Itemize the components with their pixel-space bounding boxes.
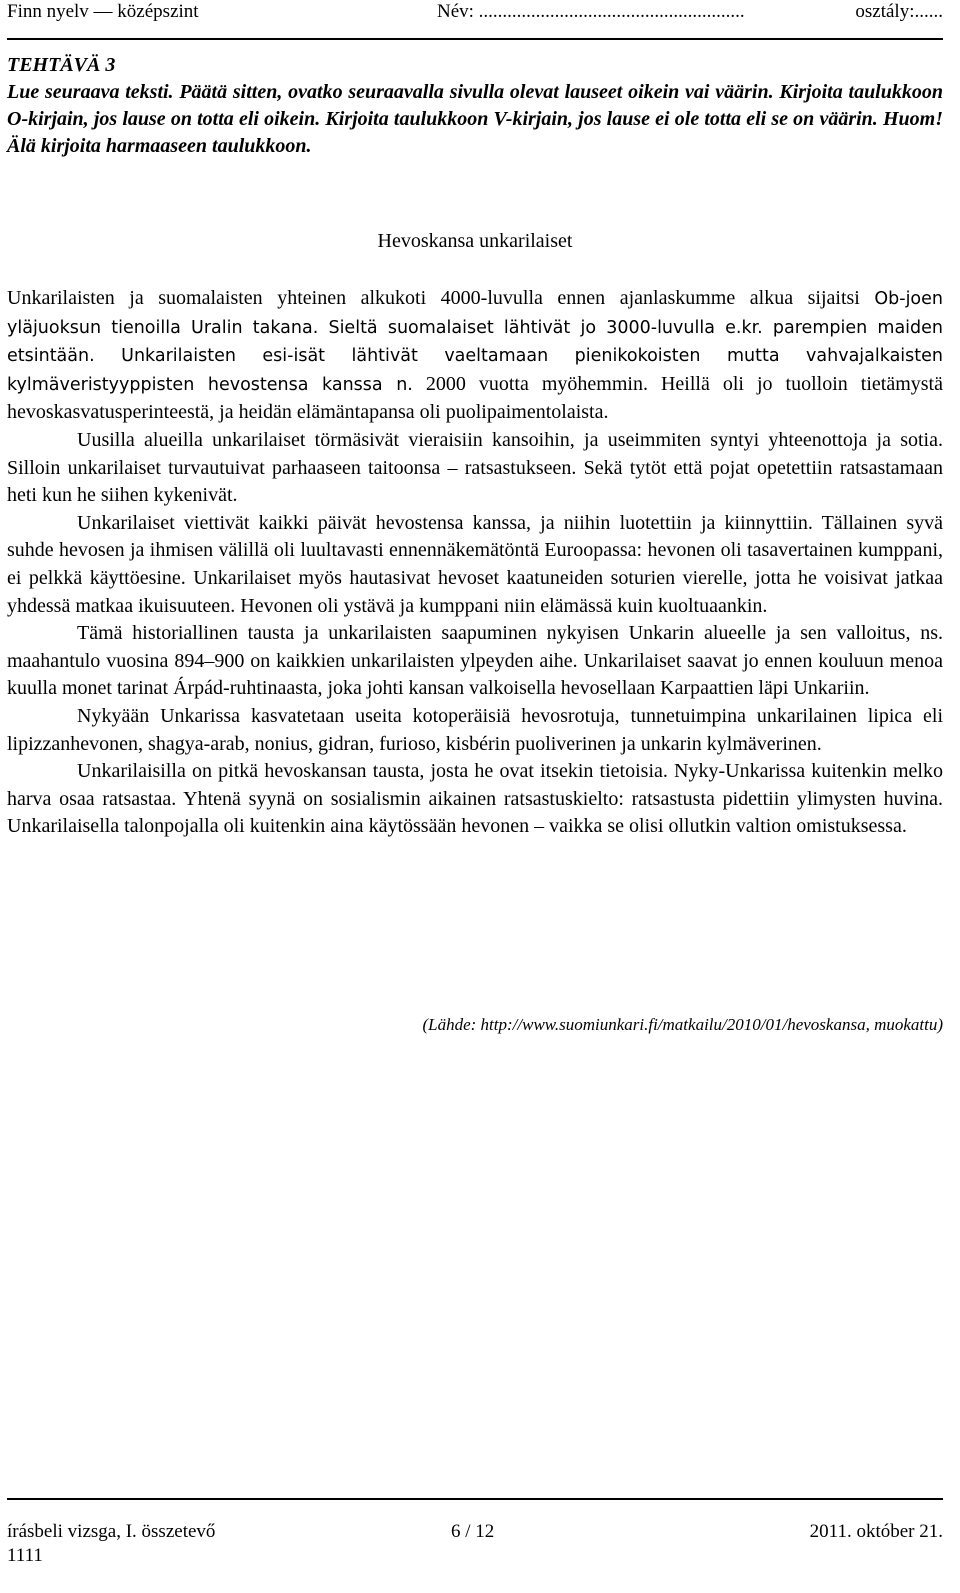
article-paragraph-1	[7, 285, 943, 427]
article-body	[7, 285, 943, 841]
article-paragraph-5: Nykyään Unkarissa kasvatetaan useita kotoperäisiä hevosrotuja, tunnetuimpina unkarilainen lipica eli lipizzanhevonen, shagya-arab, nonius, gidran, furioso, kisbérin puoliverinen ja unkarin kylmäverinen.	[7, 704, 943, 755]
article-title: Hevoskansa unkarilaiset	[377, 230, 573, 252]
footer-divider	[7, 1498, 943, 1500]
article-paragraph-2: Uusilla alueilla unkarilaiset törmäsivät vieraisiin kansoihin, ja useimmiten syntyi yhteenottoja ja sotia. Silloin unkarilaiset turvautuivat parhaaseen taitoonsa – ratsastukseen. Sekä tytöt että pojat opetettiin ratsastamaan heti kun he siihen kykenivät.	[7, 428, 943, 507]
header-class-field: osztály:......	[855, 1, 943, 22]
task-instructions	[7, 52, 943, 160]
article-paragraph-1-part-a: Unkarilaisten ja suomalaisten yhteinen alkukoti 4000-luvulla ennen ajanlaskumme alkua sijaitsi	[7, 287, 875, 309]
task-instruction-text: Lue seuraava teksti. Päätä sitten, ovatko seuraavalla sivulla olevat lauseet oikein vai väärin. Kirjoita taulukkoon O-kirjain, jos lause on totta eli oikein. Kirjoita taulukkoon V-kirjain, jos lause ei ole totta eli se on väärin. Huom! Älä kirjoita harmaaseen taulukkoon.	[7, 81, 943, 157]
header-divider	[7, 38, 943, 40]
task-title: TEHTÄVÄ 3	[7, 54, 116, 76]
footer-page-number: 6 / 12	[451, 1521, 495, 1542]
article-source: (Lähde: http://www.suomiunkari.fi/matkailu/2010/01/hevoskansa, muokattu)	[422, 1015, 943, 1034]
article-paragraph-1-part-b: Ob-joen yläjuoksun tienoilla Uralin takana. Sieltä suomalaiset lähtivät jo 3000-luvulla e.kr. parempien maiden etsintään. Unkarilaisten esi-isät lähtivät vaeltamaan pienikokoisten mutta vahvajalkaisten kylmäveristyyppisten hevostensa kanssa n.	[7, 289, 943, 395]
exam-page	[7, 0, 943, 1593]
footer-date: 2011. október 21.	[809, 1521, 943, 1542]
page-header	[7, 0, 943, 28]
header-subject: Finn nyelv — középszint	[7, 1, 199, 22]
article-paragraph-3: Unkarilaiset viettivät kaikki päivät hevostensa kanssa, ja niihin luotettiin ja kiinnyttiin. Tällainen syvä suhde hevosen ja ihmisen välillä oli luultavasti ennennäkemätöntä Euroopassa: hevonen oli tasavertainen kumppani, ei pelkkä käyttöesine. Unkarilaiset myös hautasivat hevoset kaatuneiden soturien vierelle, jotta he voisivat jatkaa yhdessä matkaa ikuisuuteen. Hevonen oli ystävä ja kumppani niin elämässä kuin kuoltuaankin.	[7, 511, 943, 617]
footer-code: 1111	[7, 1545, 43, 1566]
article-paragraph-6: Unkarilaisilla on pitkä hevoskansan tausta, josta he ovat itsekin tietoisia. Nyky-Unkarissa kuitenkin melko harva osaa ratsastaa. Yhtenä syynä on sosialismin aikainen ratsastuskielto: ratsastusta pidettiin ylimysten huvina. Unkarilaisella talonpojalla oli kuitenkin aina käytössään hevonen – vaikka se olisi ollutkin valtion omistuksessa.	[7, 760, 943, 838]
footer-exam-part: írásbeli vizsga, I. összetevő	[7, 1521, 216, 1542]
article-paragraph-4: Tämä historiallinen tausta ja unkarilaisten saapuminen nykyisen Unkarin alueelle ja sen valloitus, ns. maahantulo vuosina 894–900 on kaikkien unkarilaisten ylpeyden aihe. Unkarilaiset saavat jo ennen kouluun menoa kuulla monet tarinat Árpád-ruhtinaasta, joka johti kansan valkoisella hevosellaan Karpaattien läpi Unkariin.	[7, 622, 943, 700]
header-name-field: Név: ........................................................	[437, 1, 745, 22]
article-paragraph-1-part-c: 2000 vuotta myöhemmin. Heillä oli jo tuolloin tietämystä hevoskasvatusperinteestä, ja heidän elämäntapansa oli puolipaimentolaista.	[7, 372, 943, 424]
